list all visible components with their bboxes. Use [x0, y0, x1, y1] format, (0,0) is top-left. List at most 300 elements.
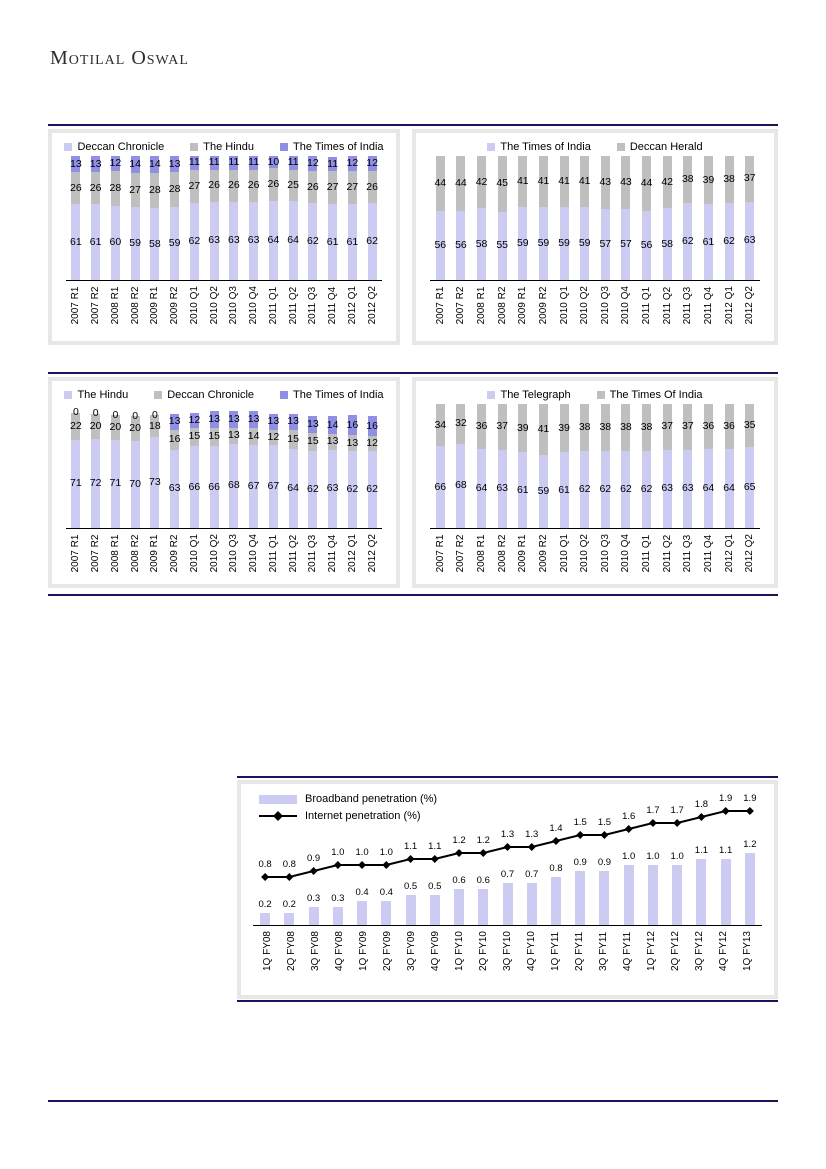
- x-tick: [616, 931, 640, 971]
- legend-item: [487, 389, 570, 401]
- bar-value-label: 0.6: [452, 875, 466, 886]
- x-tick: [375, 931, 399, 971]
- x-tick: [303, 931, 327, 971]
- x-tick-label: 2011 Q1: [641, 286, 653, 325]
- x-tick: [657, 286, 678, 324]
- bar-value-label: 0.2: [282, 899, 296, 910]
- legend-label: The Times of India: [293, 389, 384, 401]
- x-tick: [471, 286, 492, 324]
- line-point-marker-icon: [649, 819, 657, 827]
- x-tick: [568, 931, 592, 971]
- legend-swatch: [487, 391, 495, 399]
- value-label: 39: [558, 421, 570, 434]
- x-tick: [447, 931, 471, 971]
- bar-value-label: 0.9: [597, 857, 612, 868]
- x-tick-label: 2008 R1: [109, 286, 121, 325]
- value-label: 13: [307, 417, 319, 430]
- value-label: 63: [208, 234, 220, 247]
- x-tick: [471, 534, 492, 572]
- x-tick: [719, 286, 740, 324]
- x-tick: [125, 534, 145, 572]
- x-tick: [616, 534, 637, 572]
- value-label: 25: [287, 178, 299, 191]
- bar-value-label: 1.2: [743, 839, 757, 850]
- value-label: 12: [307, 156, 319, 169]
- x-tick: [185, 534, 205, 572]
- value-label: 65: [743, 481, 756, 494]
- line-point-marker-icon: [382, 861, 390, 869]
- value-label: 44: [640, 176, 653, 189]
- x-tick-label: 2008 R2: [129, 534, 141, 573]
- x-tick-label: 2009 R1: [517, 534, 529, 573]
- bar-value-label: 0.9: [573, 857, 587, 868]
- value-label: 38: [620, 421, 632, 434]
- chart-legend: [52, 381, 396, 404]
- x-tick-label: 1Q FY08: [261, 931, 273, 972]
- value-label: 63: [661, 482, 674, 495]
- x-tick-label: 2007 R2: [455, 534, 467, 573]
- value-label: 62: [681, 235, 694, 248]
- value-label: 11: [248, 156, 260, 169]
- legend-item: [154, 389, 254, 401]
- bar-value-label: 0.3: [331, 893, 345, 904]
- value-label: 18: [149, 419, 161, 432]
- x-tick-label: 2011 Q3: [682, 534, 694, 573]
- x-tick-label: 2009 R2: [169, 534, 181, 573]
- x-tick-label: 2010 Q3: [599, 286, 611, 325]
- value-label: 26: [208, 179, 220, 192]
- value-label: 58: [149, 237, 161, 250]
- x-tick: [640, 931, 664, 971]
- x-tick-label: 2011 Q3: [307, 286, 319, 325]
- section-rule-row2-bottom: [48, 594, 778, 596]
- line-value-label: 1.3: [500, 829, 515, 840]
- value-label: 63: [247, 234, 260, 247]
- line-point-marker-icon: [697, 813, 705, 821]
- x-tick: [495, 931, 519, 971]
- x-tick: [595, 286, 616, 324]
- x-tick: [513, 534, 534, 572]
- chart-x-axis: [255, 926, 760, 971]
- value-label: 26: [267, 178, 280, 191]
- value-label: 35: [743, 419, 756, 432]
- x-tick: [712, 931, 736, 971]
- value-label: 11: [188, 156, 200, 169]
- value-label: 62: [723, 235, 735, 248]
- bar-value-label: 0.3: [306, 893, 321, 904]
- x-tick: [224, 286, 244, 324]
- x-tick: [351, 931, 375, 971]
- x-tick: [554, 534, 575, 572]
- section-rule-row1: [48, 124, 778, 126]
- value-label: 41: [537, 422, 550, 435]
- footer-rule: [48, 1100, 778, 1102]
- line-point-marker-icon: [722, 807, 730, 815]
- value-label: 12: [366, 156, 378, 169]
- x-tick-label: 2007 R1: [70, 534, 82, 573]
- bar-value-label: 0.5: [428, 881, 442, 892]
- value-label: 56: [434, 238, 447, 251]
- line-point-marker-icon: [673, 819, 681, 827]
- value-label: 37: [496, 420, 509, 433]
- chart-panel-readership-south-1: [48, 129, 400, 345]
- value-label: 66: [434, 480, 447, 493]
- x-tick-label: 2011 Q2: [287, 534, 299, 573]
- value-label: 60: [109, 236, 122, 249]
- x-tick: [430, 286, 451, 324]
- legend-item: [280, 141, 384, 153]
- bar-value-label: 1.0: [646, 851, 660, 862]
- value-label: 15: [307, 435, 319, 448]
- value-label: 36: [475, 419, 488, 432]
- value-label: 56: [455, 238, 467, 251]
- value-label: 38: [640, 421, 653, 434]
- x-tick: [636, 534, 657, 572]
- value-label: 42: [475, 175, 488, 188]
- bar-value-label: 0.7: [525, 869, 539, 880]
- legend-label: Deccan Chronicle: [77, 141, 165, 153]
- value-label: 59: [537, 236, 550, 249]
- value-label: 61: [70, 235, 82, 248]
- x-tick-label: 2Q FY12: [670, 931, 682, 972]
- x-tick: [204, 286, 224, 324]
- chart-x-axis: [66, 529, 382, 572]
- company-logo: Motilal Oswal: [50, 47, 189, 69]
- value-label: 27: [346, 181, 359, 194]
- x-tick: [533, 534, 554, 572]
- x-tick-label: 3Q FY11: [598, 931, 610, 972]
- x-tick: [544, 931, 568, 971]
- x-tick: [736, 931, 760, 971]
- value-label: 26: [228, 179, 240, 192]
- value-label: 28: [109, 181, 122, 194]
- line-value-label: 1.6: [622, 811, 636, 822]
- x-tick: [574, 534, 595, 572]
- value-label: 12: [267, 430, 280, 443]
- value-label: 37: [661, 420, 674, 433]
- x-tick-label: 3Q FY12: [694, 931, 706, 972]
- chart-plot: [66, 404, 382, 529]
- x-tick: [636, 286, 657, 324]
- chart-panel-readership-south-3: [48, 377, 400, 588]
- value-label: 11: [327, 157, 339, 170]
- x-tick: [678, 534, 699, 572]
- legend-swatch: [280, 143, 288, 151]
- x-tick-label: 2011 Q4: [702, 534, 714, 573]
- x-tick-label: 2011 Q1: [641, 534, 653, 573]
- value-label: 12: [366, 437, 378, 450]
- line-value-label: 0.9: [306, 853, 321, 864]
- value-label: 64: [287, 233, 299, 246]
- value-label: 38: [578, 421, 591, 434]
- line-point-marker-icon: [261, 873, 269, 881]
- x-tick-label: 2009 R1: [149, 286, 161, 325]
- value-label: 72: [89, 476, 102, 489]
- value-label: 34: [434, 418, 447, 431]
- value-label: 64: [475, 481, 488, 494]
- x-tick-label: 2007 R2: [455, 286, 467, 325]
- legend-swatch: [487, 143, 495, 151]
- chart-legend: [52, 133, 396, 156]
- x-tick: [688, 931, 712, 971]
- legend-label: The Hindu: [203, 141, 255, 153]
- legend-swatch: [280, 391, 288, 399]
- value-label: 39: [516, 421, 529, 434]
- chart-legend: [259, 793, 437, 822]
- x-tick-label: 2Q FY10: [477, 931, 489, 972]
- value-label: 38: [599, 421, 612, 434]
- x-tick-label: 2008 R1: [476, 286, 488, 325]
- legend-label: Deccan Herald: [629, 141, 703, 153]
- x-tick-label: 2011 Q3: [682, 286, 694, 325]
- x-tick-label: 2Q FY09: [381, 931, 393, 972]
- line-point-marker-icon: [407, 855, 415, 863]
- legend-item: [259, 793, 437, 805]
- x-tick: [362, 534, 382, 572]
- x-tick-label: 1Q FY09: [357, 931, 369, 972]
- value-label: 63: [168, 482, 181, 495]
- x-tick: [554, 286, 575, 324]
- value-label: 63: [743, 234, 756, 247]
- x-tick-label: 1Q FY13: [742, 931, 754, 972]
- legend-label: The Times of India: [500, 141, 591, 153]
- value-label: 62: [578, 483, 591, 496]
- x-tick: [255, 931, 279, 971]
- value-label: 66: [208, 480, 220, 493]
- section-rule-penetration-bottom: [237, 1000, 778, 1002]
- value-label: 62: [307, 483, 319, 496]
- legend-item: [64, 389, 128, 401]
- x-tick-label: 2010 Q1: [188, 286, 200, 325]
- bar-value-label: 0.4: [379, 887, 393, 898]
- x-tick: [719, 534, 740, 572]
- line-value-label: 1.3: [525, 829, 539, 840]
- chart-x-axis: [66, 281, 382, 324]
- value-label: 62: [366, 483, 378, 496]
- value-label: 42: [661, 175, 674, 188]
- legend-item: [597, 389, 703, 401]
- value-label: 41: [558, 174, 570, 187]
- value-label: 61: [558, 483, 570, 496]
- x-tick: [399, 931, 423, 971]
- x-tick: [224, 534, 244, 572]
- value-label: 59: [578, 236, 591, 249]
- x-tick: [244, 286, 264, 324]
- x-tick: [343, 286, 363, 324]
- x-tick: [106, 534, 126, 572]
- legend-label: The Times of India: [293, 141, 384, 153]
- value-label: 13: [208, 413, 220, 425]
- value-label: 66: [188, 480, 201, 493]
- line-point-marker-icon: [528, 843, 536, 851]
- value-label: 63: [681, 482, 694, 495]
- x-tick: [595, 534, 616, 572]
- x-tick-label: 2Q FY11: [574, 931, 586, 972]
- value-label: 26: [247, 179, 260, 192]
- x-tick: [86, 534, 106, 572]
- value-label: 20: [129, 422, 141, 435]
- x-tick-label: 2011 Q4: [327, 286, 339, 325]
- x-tick-label: 2Q FY08: [285, 931, 297, 972]
- x-tick: [533, 286, 554, 324]
- value-label: 26: [366, 180, 378, 193]
- x-tick-label: 2008 R2: [496, 286, 508, 325]
- line-point-marker-icon: [479, 849, 487, 857]
- x-tick: [520, 931, 544, 971]
- legend-item: [280, 389, 384, 401]
- value-label: 67: [267, 479, 280, 492]
- value-label: 44: [455, 176, 467, 189]
- x-tick-label: 2007 R1: [434, 286, 446, 325]
- value-label: 13: [89, 157, 102, 170]
- value-label: 38: [723, 173, 735, 186]
- x-tick-label: 2012 Q2: [366, 286, 378, 325]
- x-tick: [471, 931, 495, 971]
- value-label: 11: [208, 156, 220, 169]
- line-point-marker-icon: [746, 807, 754, 815]
- value-label: 10: [267, 155, 280, 168]
- x-tick-label: 2010 Q3: [228, 286, 240, 325]
- line-point-marker-icon: [310, 867, 318, 875]
- x-tick: [492, 534, 513, 572]
- value-label: 56: [640, 238, 653, 251]
- chart-legend: [416, 381, 774, 404]
- value-label: 71: [70, 477, 82, 490]
- line-value-label: 1.9: [719, 793, 733, 804]
- line-point-marker-icon: [552, 837, 560, 845]
- value-label: 11: [287, 156, 299, 169]
- line-value-label: 1.1: [403, 841, 418, 852]
- line-value-label: 1.0: [331, 847, 345, 858]
- chart-panel-readership-south-2: [412, 129, 778, 345]
- value-label: 16: [168, 433, 181, 446]
- x-tick: [451, 534, 472, 572]
- x-tick: [343, 534, 363, 572]
- value-label: 22: [70, 419, 82, 432]
- x-tick-label: 2011 Q1: [267, 534, 279, 573]
- value-label: 13: [70, 157, 82, 170]
- line-point-marker-icon: [600, 831, 608, 839]
- value-label: 67: [247, 479, 260, 492]
- legend-swatch: [154, 391, 162, 399]
- x-tick-label: 2011 Q4: [327, 534, 339, 573]
- value-label: 58: [661, 237, 674, 250]
- x-tick-label: 2012 Q2: [744, 534, 756, 573]
- value-label: 61: [516, 483, 529, 496]
- chart-plot: [430, 156, 760, 281]
- value-label: 71: [109, 477, 122, 490]
- legend-swatch: [64, 391, 72, 399]
- x-tick: [204, 534, 224, 572]
- legend-line-swatch: [259, 815, 297, 817]
- legend-bar-swatch: [259, 795, 297, 804]
- x-tick-label: 2012 Q1: [723, 286, 735, 325]
- x-tick: [66, 286, 86, 324]
- value-label: 37: [743, 172, 756, 185]
- x-tick-label: 2010 Q4: [620, 534, 632, 573]
- value-label: 14: [149, 158, 161, 171]
- x-tick: [303, 286, 323, 324]
- x-tick-label: 2008 R2: [129, 286, 141, 325]
- x-tick: [574, 286, 595, 324]
- x-tick-label: 4Q FY11: [622, 931, 634, 972]
- value-label: 0: [92, 407, 99, 420]
- x-tick-label: 2008 R1: [476, 534, 488, 573]
- chart-panel-penetration: [237, 780, 778, 999]
- value-label: 36: [723, 419, 735, 432]
- value-label: 59: [558, 236, 570, 249]
- line-point-marker-icon: [625, 825, 633, 833]
- value-label: 14: [247, 429, 260, 442]
- value-label: 62: [307, 235, 319, 248]
- value-label: 27: [129, 183, 141, 196]
- bar-value-label: 0.6: [476, 875, 490, 886]
- value-label: 36: [702, 419, 715, 432]
- value-label: 58: [475, 237, 488, 250]
- value-label: 13: [267, 415, 280, 428]
- line-value-label: 1.4: [549, 823, 563, 834]
- legend-swatch: [64, 143, 72, 151]
- value-label: 13: [228, 429, 240, 442]
- value-label: 27: [326, 181, 339, 194]
- x-tick-label: 2011 Q2: [661, 286, 673, 325]
- x-tick-label: 2009 R1: [517, 286, 529, 325]
- x-tick-label: 2009 R1: [149, 534, 161, 573]
- value-label: 0: [112, 408, 119, 421]
- legend-label: Internet penetration (%): [305, 810, 421, 822]
- x-tick-label: 2010 Q3: [599, 534, 611, 573]
- x-tick-label: 1Q FY12: [646, 931, 658, 972]
- value-label: 14: [326, 418, 339, 431]
- legend-item: [190, 141, 254, 153]
- value-label: 32: [455, 417, 467, 430]
- x-tick-label: 4Q FY09: [429, 931, 441, 972]
- line-value-label: 0.8: [258, 859, 272, 870]
- value-label: 59: [129, 236, 141, 249]
- x-tick: [323, 286, 343, 324]
- x-tick-label: 2008 R1: [109, 534, 121, 573]
- x-tick-label: 2009 R2: [169, 286, 181, 325]
- x-tick: [264, 534, 284, 572]
- value-label: 27: [188, 179, 201, 192]
- value-label: 16: [366, 419, 378, 432]
- bar-value-label: 0.5: [403, 881, 418, 892]
- x-tick-label: 2010 Q1: [558, 534, 570, 573]
- bar-value-label: 1.1: [719, 845, 733, 856]
- line-value-label: 1.5: [573, 817, 587, 828]
- bar-value-label: 0.8: [549, 863, 563, 874]
- value-label: 0: [72, 406, 79, 419]
- x-tick: [244, 534, 264, 572]
- value-label: 13: [228, 413, 240, 425]
- value-label: 63: [228, 234, 240, 247]
- value-label: 68: [455, 479, 467, 492]
- value-label: 12: [346, 156, 359, 169]
- legend-item: [259, 810, 437, 822]
- x-tick: [66, 534, 86, 572]
- value-label: 16: [346, 418, 359, 431]
- x-tick-label: 2007 R2: [90, 534, 102, 573]
- line-value-label: 1.7: [670, 805, 684, 816]
- x-tick: [323, 534, 343, 572]
- x-tick-label: 1Q FY10: [453, 931, 465, 972]
- x-tick: [327, 931, 351, 971]
- value-label: 13: [168, 415, 181, 428]
- value-label: 57: [599, 238, 612, 251]
- value-label: 59: [516, 236, 529, 249]
- x-tick: [430, 534, 451, 572]
- value-label: 44: [434, 176, 447, 189]
